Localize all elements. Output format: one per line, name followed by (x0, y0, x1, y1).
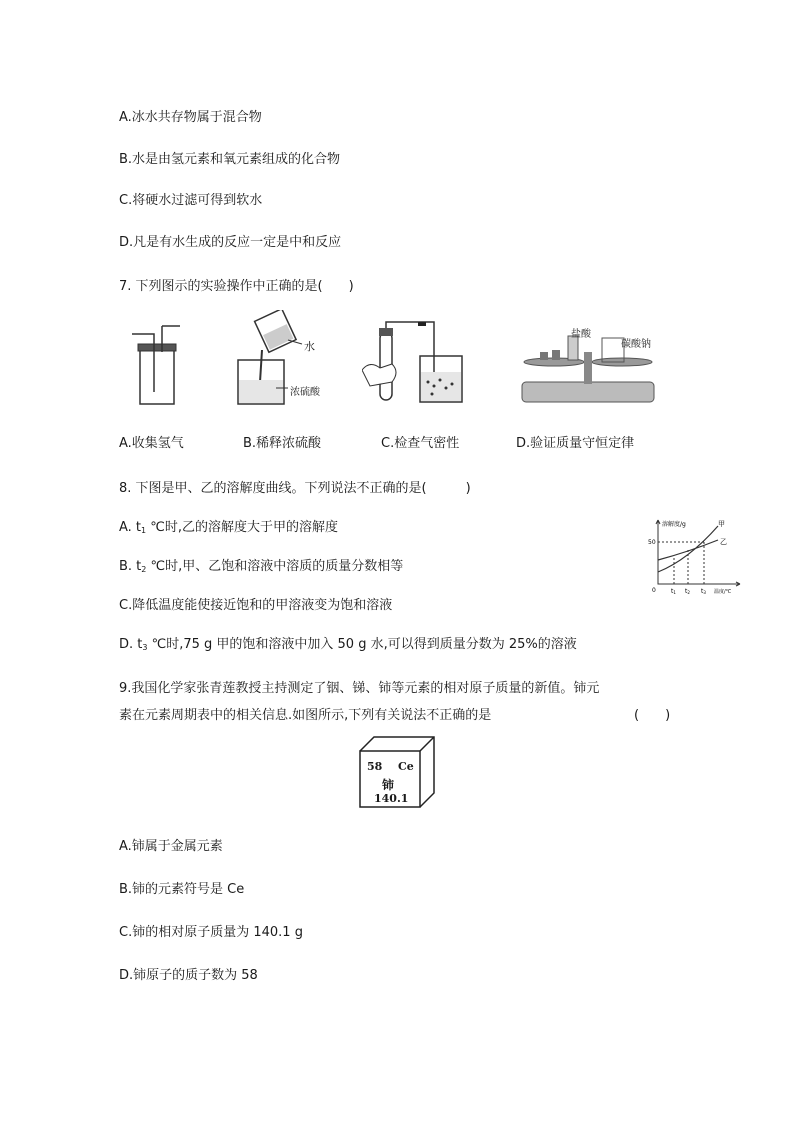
q8-a-sub: 1 (141, 526, 147, 535)
q7-option-c: C.检查气密性 (381, 436, 460, 451)
q8-stem: 8. 下图是甲、乙的溶解度曲线。下列说法不正确的是( ) (119, 481, 471, 496)
chart-xlabel: 温度/℃ (714, 589, 732, 595)
curve-jia (658, 526, 718, 572)
q9-stem-line1: 9.我国化学家张青莲教授主持测定了铟、锑、铈等元素的相对原子质量的新值。铈元 (119, 681, 600, 696)
chart-t2: t2 (685, 588, 690, 595)
q8-d-post: ℃时,75 g 甲的饱和溶液中加入 50 g 水,可以得到质量分数为 25%的溶液 (147, 637, 577, 652)
q7-option-d: D.验证质量守恒定律 (516, 436, 635, 451)
q8-b-pre: B. t (119, 559, 142, 574)
q9-answer-paren: ( ) (634, 708, 671, 723)
q8-option-b (119, 555, 403, 574)
q6-option-c: C.将硬水过滤可得到软水 (119, 193, 263, 208)
chart-series-jia: 甲 (718, 520, 725, 528)
q8-a-pre: A. t (119, 520, 142, 535)
chart-y50: 50 (648, 539, 656, 546)
q7-option-a: A.收集氢气 (119, 436, 184, 451)
chart-t1: t1 (671, 588, 676, 595)
q6-option-b: B.水是由氢元素和氧元素组成的化合物 (119, 152, 341, 167)
q9-atomic-mass: 140.1 (374, 792, 409, 805)
q7-label-na2co3: 碳酸钠 (621, 339, 651, 350)
q9-stem-line2: 素在元素周期表中的相关信息.如图所示,下列有关说法不正确的是 (119, 708, 492, 723)
q8-b-sub: 2 (141, 565, 147, 574)
chart-ylabel: 溶解度/g (662, 521, 686, 528)
q8-b-post: ℃时,甲、乙饱和溶液中溶质的质量分数相等 (146, 559, 404, 574)
q9-option-c: C.铈的相对原子质量为 140.1 g (119, 925, 303, 940)
q8-a-post: ℃时,乙的溶解度大于甲的溶解度 (146, 520, 338, 535)
chart-series-yi: 乙 (720, 538, 727, 546)
q6-option-a: A.冰水共存物属于混合物 (119, 110, 262, 125)
q8-solubility-chart (648, 516, 744, 596)
q7-label-acid: 浓硫酸 (290, 387, 320, 398)
chart-origin: 0 (652, 587, 656, 594)
q7-fig-a-gas-bottle (128, 322, 188, 408)
chart-t3: t3 (701, 588, 706, 595)
q7-option-b: B.稀释浓硫酸 (243, 436, 322, 451)
q8-d-pre: D. t (119, 637, 143, 652)
q8-option-d (119, 633, 577, 652)
q7-stem: 7. 下列图示的实验操作中正确的是( ) (119, 279, 354, 294)
q8-option-a (119, 516, 338, 535)
q7-fig-c-airtightness (362, 320, 472, 408)
q8-option-c: C.降低温度能使接近饱和的甲溶液变为饱和溶液 (119, 598, 393, 613)
q9-atomic-number: 58 (367, 760, 383, 773)
q7-label-water: 水 (304, 340, 315, 353)
q9-option-b: B.铈的元素符号是 Ce (119, 882, 245, 897)
q9-option-a: A.铈属于金属元素 (119, 839, 223, 854)
q9-option-d: D.铈原子的质子数为 58 (119, 968, 258, 983)
q9-element-symbol: Ce (398, 760, 414, 773)
q6-option-d: D.凡是有水生成的反应一定是中和反应 (119, 235, 342, 250)
q9-element-name: 铈 (382, 778, 395, 792)
q7-label-hcl: 盐酸 (571, 329, 591, 340)
q8-d-sub: 3 (142, 643, 148, 652)
